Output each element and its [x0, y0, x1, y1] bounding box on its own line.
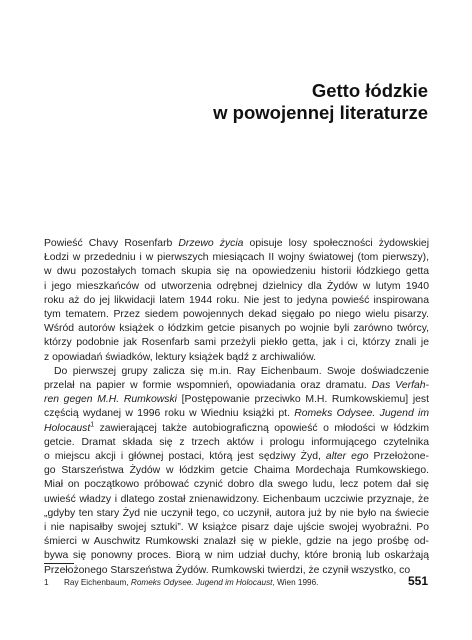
text-line	[44, 251, 429, 265]
text-line	[44, 393, 429, 407]
text-line	[44, 308, 429, 322]
footnote-separator	[44, 563, 74, 564]
text-run: Przełożone-	[368, 451, 429, 463]
text-line	[44, 507, 429, 521]
chapter-title	[68, 80, 428, 124]
paragraph-2	[44, 365, 429, 578]
text-run: zawierającej także autobiograficzną opowieść o młodości w łódzkim	[94, 422, 429, 434]
text-line	[44, 294, 429, 308]
italic-run: Holocaust	[44, 422, 91, 434]
text-run: i jego mieszkańców od utworzenia odrębnej dzielnicy dla Żydów w lutym 1940	[44, 280, 429, 292]
footnote-text-after: , Wien 1996.	[272, 578, 319, 587]
text-run: roku aż do jej likwidacji latem 1944 roku. Nie jest to jedyna powieść inspirowana	[44, 294, 429, 306]
text-run: bywa się ponowny proces. Biorą w nim udział duchy, które bronią lub oskarżają	[44, 550, 429, 562]
italic-run: ren gegen M.H. Rumkowski	[44, 394, 177, 406]
footnote-reference: 1	[90, 421, 95, 429]
text-line	[44, 365, 429, 379]
italic-run: Das Verfah-	[371, 380, 429, 392]
text-run: którzy podobnie jak Rosenfarb sami przeżyli piekło getta, jak i ci, którzy znali je	[44, 337, 429, 349]
text-run: Wśród autorów książek o łódzkim getcie pisanych po wojnie byli zarówno twórcy,	[44, 323, 429, 335]
chapter-title-line-2: w powojennej literaturze	[213, 102, 428, 123]
footnote-text-italic: Romeks Odysee. Jugend im Holocaust	[130, 578, 273, 587]
text-run: z opowiadań świadków, lektury książek bądź z archiwaliów.	[44, 351, 317, 363]
footnote	[44, 577, 384, 588]
text-run: [Postępowanie przeciwko M.H. Rumkowskiemu] jest	[176, 394, 429, 406]
page-number: 551	[407, 574, 428, 588]
text-line	[44, 237, 429, 251]
footnote-number: 1	[44, 578, 49, 587]
text-run: Łodzi w przededniu i w pierwszych miesiącach II wojny światowej (tom pierwszy),	[44, 252, 429, 264]
footnote-text-before: Ray Eichenbaum,	[64, 578, 131, 587]
text-run: w dwu pozostałych tomach skupia się na opowiedzeniu historii łódzkiego getta	[44, 266, 429, 278]
text-run: tym tematem. Przez siedem powojennych dekad sięgało po niego wielu pisarzy.	[44, 309, 429, 321]
text-line	[44, 351, 429, 365]
italic-run: alter ego	[325, 451, 369, 463]
text-run: przelał na papier w formie wspomnień, opowiadania oraz dramatu.	[44, 380, 372, 392]
chapter-title-line-1: Getto łódzkie	[311, 80, 428, 101]
text-line	[44, 422, 429, 436]
text-run: częścią wydanej w 1996 roku w Wiedniu książki pt.	[44, 408, 295, 420]
text-line	[44, 564, 429, 578]
text-run: go Starszeństwa Żydów w łódzkim getcie Chaima Mordechaja Rumkowskiego.	[44, 465, 429, 477]
text-run: opisuje losy społeczności żydowskiej	[243, 238, 430, 249]
text-line	[44, 535, 429, 549]
text-run: Do pierwszej grupy zalicza się m.in. Ray Eichenbaum. Swoje doświadczenie	[54, 365, 429, 377]
paragraph-1	[44, 237, 429, 365]
text-line	[44, 478, 429, 492]
text-line	[44, 549, 429, 563]
text-run: getcie. Dramat składa się z trzech aktów i prologu informującego czytelnika	[44, 436, 429, 448]
text-run: Przełożonego Starszeństwa Żydów. Rumkowski twierdzi, że czynił wszystko, co	[44, 564, 411, 576]
text-run: Powieść Chavy Rosenfarb	[44, 238, 179, 249]
text-line	[44, 521, 429, 535]
text-run: i nie napisałby swojej sztuki”. W książce pisarz daje ujście swojej wyobraźni. Po	[44, 522, 429, 534]
text-run: „gdyby ten stary Żyd nie uczynił tego, co uczynił, autora już by nie było na świecie	[44, 507, 429, 519]
text-line	[44, 450, 429, 464]
text-run: Miał on początkowo próbować czynić dobro dla swego ludu, lecz potem dał się	[44, 479, 429, 491]
text-run: o miejscu akcji i głównej postaci, którą jest sędziwy Żyd,	[44, 451, 326, 463]
body-text	[44, 237, 429, 578]
text-run: uwieść władzy i dlatego został znienawidzony. Eichenbaum uczciwie przyznaje, że	[44, 493, 429, 505]
text-run: śmierci w Auschwitz Rumkowski znalazł się w piekle, gdzie na jego prośbę od-	[44, 536, 429, 548]
text-line	[44, 464, 429, 478]
text-line	[44, 436, 429, 450]
italic-run: Romeks Odysee. Jugend im	[294, 408, 429, 420]
text-line	[44, 336, 429, 350]
text-line	[44, 280, 429, 294]
text-line	[44, 379, 429, 393]
text-line	[44, 322, 429, 336]
text-line	[44, 265, 429, 279]
text-line	[44, 407, 429, 421]
italic-run: Drzewo życia	[178, 238, 244, 249]
text-line	[44, 493, 429, 507]
